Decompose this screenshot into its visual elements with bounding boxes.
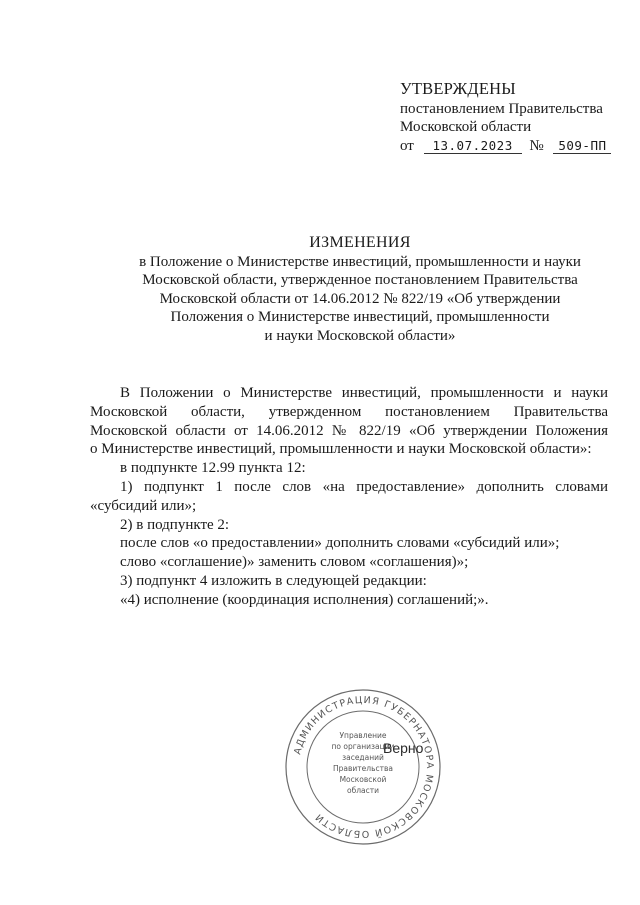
stamp-center-line: по организации — [331, 742, 395, 751]
stamp-ring-text: АДМИНИСТРАЦИЯ ГУБЕРНАТОРА МОСКОВСКОЙ ОБЛАСТИ — [292, 694, 436, 840]
stamp-center-line: Управление — [339, 731, 387, 740]
item-3: 3) подпункт 4 изложить в следующей редакции: — [120, 572, 427, 589]
approval-date: 13.07.2023 — [424, 138, 522, 154]
stamp-center-line: Московской — [339, 775, 387, 784]
stamp-center-line: заседаний — [342, 753, 384, 762]
approval-line-1: постановлением Правительства — [400, 101, 603, 117]
approval-line-2: Московской области — [400, 119, 532, 135]
official-stamp — [283, 687, 443, 847]
intro-line: о Министерстве инвестиций, промышленности и науки Московской области»: — [90, 441, 592, 458]
intro-line: Московской области, утвержденном постановлением Правительства — [90, 403, 608, 420]
title-line: Положения о Министерстве инвестиций, промышленности — [170, 309, 550, 325]
stamp-center-line: области — [347, 786, 379, 795]
sub-heading: в подпункте 12.99 пункта 12: — [120, 460, 306, 477]
title-line: в Положение о Министерстве инвестиций, промышленности и науки — [139, 253, 581, 270]
approval-date-line — [400, 137, 620, 155]
approval-heading: УТВЕРЖДЕНЫ — [400, 79, 516, 98]
title-line: и науки Московской области» — [264, 327, 456, 344]
title-line: Московской области, утвержденное постановлением Правительства — [142, 272, 578, 288]
item-2-a: после слов «о предоставлении» дополнить словами «субсидий или»; — [120, 535, 560, 552]
intro-line: В Положении о Министерстве инвестиций, промышленности и науки — [120, 385, 608, 401]
stamp-center-line: Правительства — [333, 764, 393, 773]
title-block — [90, 234, 630, 345]
document-title: ИЗМЕНЕНИЯ — [309, 234, 411, 251]
intro-line: Московской области от 14.06.2012 № 822/19 «Об утверждении Положения — [90, 422, 608, 439]
item-2: 2) в подпункте 2: — [120, 516, 230, 533]
item-1-line-1: 1) подпункт 1 после слов «на предоставление» дополнить словами — [120, 478, 608, 495]
item-3-text: «4) исполнение (координация исполнения) соглашений;». — [120, 591, 489, 608]
date-prefix: от — [400, 138, 414, 154]
item-2-b: слово «соглашение)» заменить словом «соглашения)»; — [120, 554, 469, 571]
item-1-line-2: «субсидий или»; — [90, 497, 197, 514]
number-prefix: № — [529, 138, 544, 154]
approval-number: 509-ПП — [553, 138, 611, 154]
document-body — [90, 384, 608, 610]
approval-block — [400, 80, 620, 155]
certified-mark: Верно — [383, 740, 424, 756]
title-line: Московской области от 14.06.2012 № 822/19 «Об утверждении — [159, 290, 561, 307]
